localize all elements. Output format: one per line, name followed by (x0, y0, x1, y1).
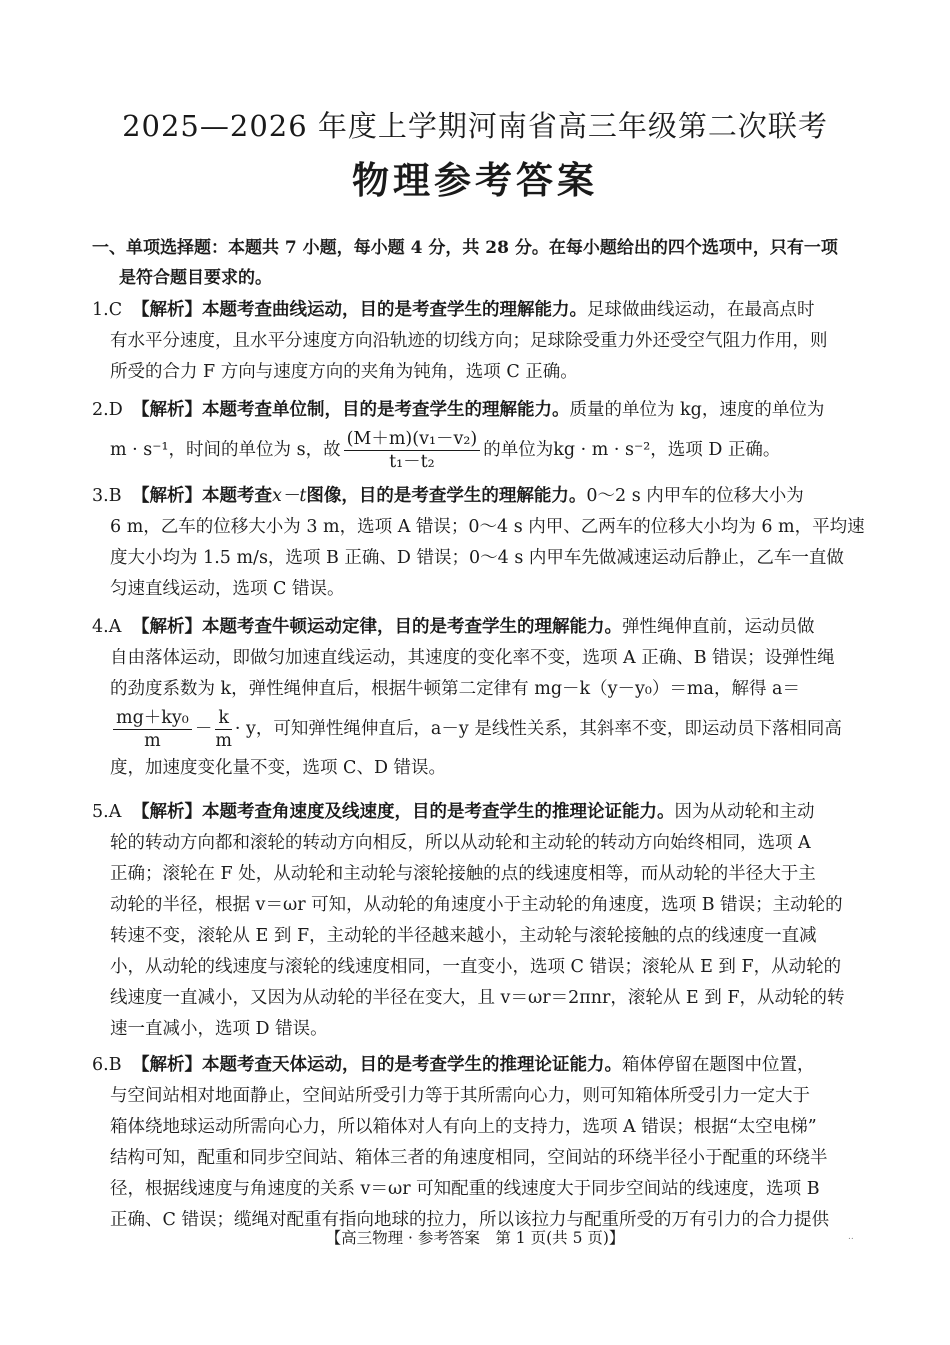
fraction-numerator: mg＋ky₀ (113, 707, 192, 730)
answer-text: 速一直减小，选项 D 错误。 (110, 1019, 328, 1039)
analysis-tag: 【解析】 (132, 1055, 202, 1075)
answer-text: ，时间的单位为 s，故 (168, 440, 341, 460)
answer-number: 3.B (92, 486, 122, 506)
answer-text: 与空间站相对地面静止，空间站所受引力等于其所需向心力，则可知箱体所受引力一定大于 (110, 1086, 810, 1106)
section-heading-line-2: 是符合题目要求的。 (119, 268, 272, 288)
answer-text: 0～2 s 内甲车的位移大小为 (586, 486, 804, 506)
corner-mark: .. (848, 1232, 854, 1242)
answer-text: 质量的单位为 kg，速度的单位为 (569, 400, 825, 420)
answer-text: 因为从动轮和主动 (674, 802, 815, 822)
answer-text: 转速不变，滚轮从 E 到 F，主动轮的半径越来越小，主动轮与滚轮接触的点的线速度一直减 (110, 926, 817, 946)
analysis-tag: 【解析】 (132, 486, 202, 506)
answer-text: 自由落体运动，即做匀加速直线运动，其速度的变化率不变，选项 A 正确、B 错误；设弹性绳 (110, 648, 835, 668)
answer-item-4 (92, 612, 872, 784)
answer-text: 度，加速度变化量不变，选项 C、D 错误。 (110, 758, 447, 778)
answer-text: 线速度一直减小，又因为从动轮的半径在变大，且 v＝ωr＝2πnr，滚轮从 E 到 F，从动轮的转 (110, 988, 845, 1008)
answer-text: 结构可知，配重和同步空间站、箱体三者的角速度相同，空间站的环绕半径小于配重的环绕半 (110, 1148, 828, 1168)
answer-text: 度大小均为 1.5 m/s，选项 B 正确、D 错误；0～4 s 内甲车先做减速运动后静止，乙车一直做 (110, 548, 844, 568)
answer-text: 径，根据线速度与角速度的关系 v＝ωr 可知配重的线速度大于同步空间站的线速度，选项 B (110, 1179, 820, 1199)
analysis-tag: 【解析】 (132, 400, 202, 420)
answer-text: ，选项 D 正确。 (650, 440, 781, 460)
answer-text: 箱体停留在题图中位置， (622, 1055, 815, 1075)
answer-text: 匀速直线运动，选项 C 错误。 (110, 579, 345, 599)
answer-number: 4.A (92, 617, 122, 637)
answer-text: 轮的转动方向都和滚轮的转动方向相反，所以从动轮和主动轮的转动方向始终相同，选项 A (110, 833, 811, 853)
fraction (344, 428, 481, 473)
answer-text: 的劲度系数为 k，弹性绳伸直后，根据牛顿第二定律有 mg－k（y－y₀）＝ma，解得 a＝ (110, 679, 800, 699)
answer-number: 2.D (92, 400, 123, 420)
analysis-focus: 本题考查牛顿运动定律，目的是考查学生的理解能力。 (202, 617, 622, 637)
section-heading (92, 233, 882, 293)
analysis-focus: 本题考查单位制，目的是考查学生的理解能力。 (202, 400, 570, 420)
answer-item-1 (92, 295, 872, 388)
fraction-numerator: (M＋m)(v₁－v₂) (344, 428, 481, 451)
minus-sign: － (194, 719, 213, 739)
fraction-denominator: t₁－t₂ (389, 452, 435, 472)
fraction-denominator: m (215, 731, 232, 751)
answer-text: 所受的合力 F 方向与速度方向的夹角为钝角，选项 C 正确。 (110, 362, 578, 382)
answer-text: 小，从动轮的线速度与滚轮的线速度相同，一直变小，选项 C 错误；滚轮从 E 到 F，从动轮的 (110, 957, 842, 977)
analysis-tag: 【解析】 (132, 617, 202, 637)
answer-text: 箱体绕地球运动所需向心力，所以箱体对人有向上的支持力，选项 A 错误；根据“太空电梯” (110, 1117, 817, 1137)
section-heading-line-1: 一、单项选择题：本题共 7 小题，每小题 4 分，共 28 分。在每小题给出的四个选项中，只有一项 (92, 238, 838, 258)
analysis-focus: 本题考查曲线运动，目的是考查学生的理解能力。 (202, 300, 587, 320)
answer-text: 正确、C 错误；缆绳对配重有指向地球的拉力，所以该拉力与配重所受的万有引力的合力提供 (110, 1210, 829, 1230)
analysis-focus: 图像，目的是考查学生的理解能力。 (306, 486, 587, 506)
page-footer: 【高三物理 · 参考答案 第 1 页(共 5 页)】 (325, 1229, 625, 1247)
analysis-focus: 本题考查 (202, 486, 272, 506)
document-subtitle: 物理参考答案 (352, 158, 598, 202)
answer-text: · y，可知弹性绳伸直后，a－y 是线性关系，其斜率不变，即运动员下落相同高 (234, 719, 842, 739)
superscript: ⁻¹ (152, 440, 169, 460)
fraction-denominator: m (144, 731, 161, 751)
answer-number: 5.A (92, 802, 122, 822)
analysis-tag: 【解析】 (132, 802, 202, 822)
answer-text: 6 m，乙车的位移大小为 3 m，选项 A 错误；0～4 s 内甲、乙两车的位移大小均为 6 m，平均速 (110, 517, 865, 537)
answer-text: m · s (110, 440, 153, 460)
answer-text: 正确；滚轮在 F 处，从动轮和主动轮与滚轮接触的点的线速度相等，而从动轮的半径大于主 (110, 864, 816, 884)
fraction (113, 707, 192, 752)
answer-item-2 (92, 395, 872, 474)
answer-item-3 (92, 481, 872, 605)
fraction (215, 707, 232, 752)
answer-number: 1.C (92, 300, 123, 320)
analysis-focus: 本题考查角速度及线速度，目的是考查学生的推理论证能力。 (202, 802, 675, 822)
answer-item-6 (92, 1050, 872, 1236)
superscript: ⁻² (633, 440, 651, 460)
analysis-tag: 【解析】 (132, 300, 202, 320)
analysis-focus: 本题考查天体运动，目的是考查学生的推理论证能力。 (202, 1055, 622, 1075)
answer-text: 弹性绳伸直前，运动员做 (622, 617, 815, 637)
answer-text: 动轮的半径，根据 v＝ωr 可知，从动轮的角速度小于主动轮的角速度，选项 B 错误；主动轮的 (110, 895, 843, 915)
answer-text: 的单位为kg · m · s (483, 440, 634, 460)
answer-item-5 (92, 797, 872, 1045)
answer-text: 足球做曲线运动，在最高点时 (587, 300, 815, 320)
answer-text: 有水平分速度，且水平分速度方向沿轨迹的切线方向；足球除受重力外还受空气阻力作用，则 (110, 331, 828, 351)
document-title: 2025—2026 年度上学期河南省高三年级第二次联考 (122, 109, 828, 143)
variable-x-t: x－t (272, 486, 307, 506)
answer-number: 6.B (92, 1055, 122, 1075)
fraction-numerator: k (215, 707, 232, 730)
